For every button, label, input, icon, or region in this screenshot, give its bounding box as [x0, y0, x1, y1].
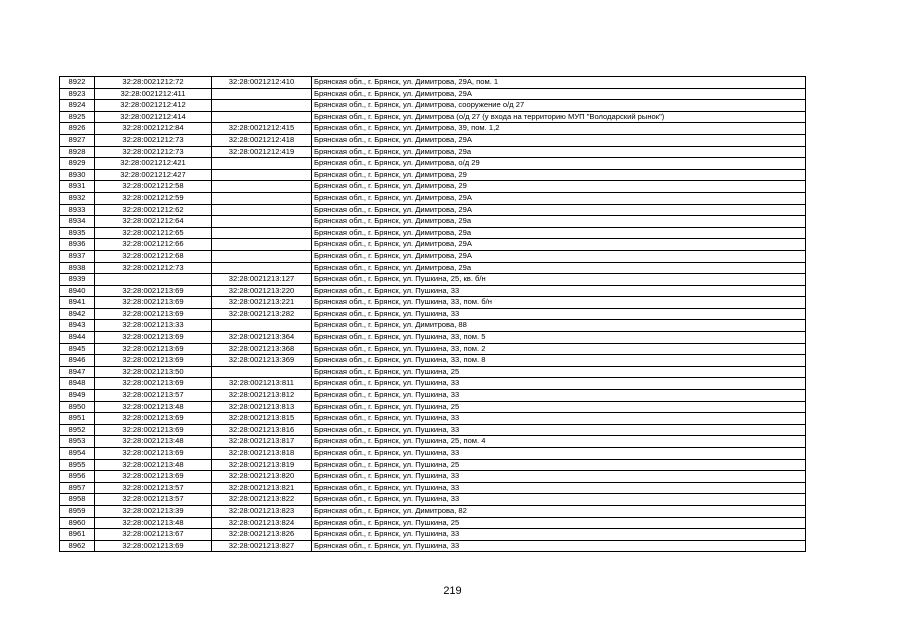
address-cell: Брянская обл., г. Брянск, ул. Димитрова, 29а: [312, 262, 806, 274]
object-cadastral-number-cell: 32:28:0021213:815: [212, 413, 312, 425]
cadastral-number-cell: 32:28:0021212:421: [95, 158, 212, 170]
row-number-cell: 8941: [60, 297, 95, 309]
address-cell: Брянская обл., г. Брянск, ул. Пушкина, 25: [312, 401, 806, 413]
cadastral-number-cell: 32:28:0021213:69: [95, 343, 212, 355]
cadastral-number-cell: 32:28:0021212:58: [95, 181, 212, 193]
row-number-cell: 8940: [60, 285, 95, 297]
table-row: [60, 390, 806, 402]
address-cell: Брянская обл., г. Брянск, ул. Пушкина, 33: [312, 448, 806, 460]
table-row: [60, 146, 806, 158]
cadastral-number-cell: 32:28:0021213:69: [95, 355, 212, 367]
object-cadastral-number-cell: [212, 216, 312, 228]
property-registry-table: [59, 76, 806, 552]
table-row: [60, 482, 806, 494]
row-number-cell: 8928: [60, 146, 95, 158]
address-cell: Брянская обл., г. Брянск, ул. Димитрова, 29: [312, 181, 806, 193]
address-cell: Брянская обл., г. Брянск, ул. Пушкина, 33: [312, 529, 806, 541]
table-row: [60, 529, 806, 541]
object-cadastral-number-cell: 32:28:0021213:813: [212, 401, 312, 413]
cadastral-number-cell: 32:28:0021213:69: [95, 448, 212, 460]
table-row: [60, 169, 806, 181]
address-cell: Брянская обл., г. Брянск, ул. Димитрова, сооружение о/д 27: [312, 100, 806, 112]
table-row: [60, 332, 806, 344]
row-number-cell: 8960: [60, 517, 95, 529]
address-cell: Брянская обл., г. Брянск, ул. Пушкина, 33, пом. 5: [312, 332, 806, 344]
table-row: [60, 227, 806, 239]
table-row: [60, 343, 806, 355]
cadastral-number-cell: 32:28:0021213:48: [95, 436, 212, 448]
table-row: [60, 123, 806, 135]
row-number-cell: 8938: [60, 262, 95, 274]
object-cadastral-number-cell: 32:28:0021213:818: [212, 448, 312, 460]
table-row: [60, 355, 806, 367]
row-number-cell: 8947: [60, 366, 95, 378]
address-cell: Брянская обл., г. Брянск, ул. Димитрова, 29А: [312, 134, 806, 146]
address-cell: Брянская обл., г. Брянск, ул. Димитрова, 29а: [312, 146, 806, 158]
address-cell: Брянская обл., г. Брянск, ул. Пушкина, 33: [312, 390, 806, 402]
address-cell: Брянская обл., г. Брянск, ул. Димитрова, 29А: [312, 239, 806, 251]
object-cadastral-number-cell: [212, 366, 312, 378]
object-cadastral-number-cell: 32:28:0021213:811: [212, 378, 312, 390]
row-number-cell: 8954: [60, 448, 95, 460]
object-cadastral-number-cell: 32:28:0021212:415: [212, 123, 312, 135]
address-cell: Брянская обл., г. Брянск, ул. Пушкина, 33: [312, 494, 806, 506]
cadastral-number-cell: 32:28:0021213:69: [95, 413, 212, 425]
row-number-cell: 8922: [60, 77, 95, 89]
table-row: [60, 448, 806, 460]
address-cell: Брянская обл., г. Брянск, ул. Димитрова, 39, пом. 1,2: [312, 123, 806, 135]
row-number-cell: 8927: [60, 134, 95, 146]
row-number-cell: 8934: [60, 216, 95, 228]
address-cell: Брянская обл., г. Брянск, ул. Димитрова, 29а: [312, 227, 806, 239]
object-cadastral-number-cell: [212, 250, 312, 262]
address-cell: Брянская обл., г. Брянск, ул. Пушкина, 25, пом. 4: [312, 436, 806, 448]
table-row: [60, 320, 806, 332]
table-row: [60, 285, 806, 297]
object-cadastral-number-cell: [212, 320, 312, 332]
object-cadastral-number-cell: 32:28:0021213:368: [212, 343, 312, 355]
object-cadastral-number-cell: [212, 227, 312, 239]
row-number-cell: 8923: [60, 88, 95, 100]
address-cell: Брянская обл., г. Брянск, ул. Пушкина, 33: [312, 308, 806, 320]
object-cadastral-number-cell: 32:28:0021213:282: [212, 308, 312, 320]
object-cadastral-number-cell: 32:28:0021213:816: [212, 424, 312, 436]
object-cadastral-number-cell: 32:28:0021213:820: [212, 471, 312, 483]
row-number-cell: 8924: [60, 100, 95, 112]
address-cell: Брянская обл., г. Брянск, ул. Пушкина, 25: [312, 366, 806, 378]
object-cadastral-number-cell: 32:28:0021213:817: [212, 436, 312, 448]
row-number-cell: 8962: [60, 540, 95, 552]
address-cell: Брянская обл., г. Брянск, ул. Димитрова (о/д 27 (у входа на территорию МУП "Володарский рынок"): [312, 111, 806, 123]
cadastral-number-cell: 32:28:0021213:39: [95, 505, 212, 517]
object-cadastral-number-cell: 32:28:0021213:823: [212, 505, 312, 517]
object-cadastral-number-cell: [212, 100, 312, 112]
table-row: [60, 505, 806, 517]
object-cadastral-number-cell: [212, 262, 312, 274]
object-cadastral-number-cell: 32:28:0021213:821: [212, 482, 312, 494]
table-body: [60, 77, 806, 552]
cadastral-number-cell: 32:28:0021212:72: [95, 77, 212, 89]
cadastral-number-cell: 32:28:0021212:65: [95, 227, 212, 239]
address-cell: Брянская обл., г. Брянск, ул. Димитрова, 29А: [312, 250, 806, 262]
object-cadastral-number-cell: 32:28:0021213:822: [212, 494, 312, 506]
address-cell: Брянская обл., г. Брянск, ул. Пушкина, 33: [312, 378, 806, 390]
row-number-cell: 8937: [60, 250, 95, 262]
table-row: [60, 459, 806, 471]
address-cell: Брянская обл., г. Брянск, ул. Пушкина, 33: [312, 471, 806, 483]
row-number-cell: 8951: [60, 413, 95, 425]
cadastral-number-cell: 32:28:0021213:48: [95, 459, 212, 471]
object-cadastral-number-cell: 32:28:0021213:824: [212, 517, 312, 529]
object-cadastral-number-cell: [212, 169, 312, 181]
cadastral-number-cell: 32:28:0021213:57: [95, 482, 212, 494]
object-cadastral-number-cell: 32:28:0021213:826: [212, 529, 312, 541]
address-cell: Брянская обл., г. Брянск, ул. Димитрова, 29А: [312, 204, 806, 216]
address-cell: Брянская обл., г. Брянск, ул. Пушкина, 33, пом. б/н: [312, 297, 806, 309]
row-number-cell: 8943: [60, 320, 95, 332]
cadastral-number-cell: 32:28:0021212:412: [95, 100, 212, 112]
address-cell: Брянская обл., г. Брянск, ул. Пушкина, 25, кв. б/н: [312, 274, 806, 286]
cadastral-number-cell: 32:28:0021213:57: [95, 390, 212, 402]
table-row: [60, 413, 806, 425]
object-cadastral-number-cell: [212, 111, 312, 123]
cadastral-number-cell: 32:28:0021213:69: [95, 378, 212, 390]
address-cell: Брянская обл., г. Брянск, ул. Димитрова, 29А: [312, 88, 806, 100]
table-row: [60, 134, 806, 146]
object-cadastral-number-cell: 32:28:0021212:418: [212, 134, 312, 146]
table-row: [60, 239, 806, 251]
cadastral-number-cell: 32:28:0021212:414: [95, 111, 212, 123]
object-cadastral-number-cell: [212, 204, 312, 216]
cadastral-number-cell: 32:28:0021212:411: [95, 88, 212, 100]
table-row: [60, 262, 806, 274]
row-number-cell: 8953: [60, 436, 95, 448]
address-cell: Брянская обл., г. Брянск, ул. Пушкина, 33, пом. 2: [312, 343, 806, 355]
object-cadastral-number-cell: 32:28:0021212:419: [212, 146, 312, 158]
address-cell: Брянская обл., г. Брянск, ул. Пушкина, 25: [312, 459, 806, 471]
row-number-cell: 8958: [60, 494, 95, 506]
table-row: [60, 517, 806, 529]
cadastral-number-cell: 32:28:0021212:68: [95, 250, 212, 262]
row-number-cell: 8944: [60, 332, 95, 344]
cadastral-number-cell: 32:28:0021212:84: [95, 123, 212, 135]
table-row: [60, 88, 806, 100]
row-number-cell: 8932: [60, 192, 95, 204]
address-cell: Брянская обл., г. Брянск, ул. Пушкина, 33, пом. 8: [312, 355, 806, 367]
row-number-cell: 8935: [60, 227, 95, 239]
row-number-cell: 8950: [60, 401, 95, 413]
address-cell: Брянская обл., г. Брянск, ул. Димитрова, 88: [312, 320, 806, 332]
row-number-cell: 8933: [60, 204, 95, 216]
object-cadastral-number-cell: [212, 88, 312, 100]
row-number-cell: 8942: [60, 308, 95, 320]
row-number-cell: 8945: [60, 343, 95, 355]
address-cell: Брянская обл., г. Брянск, ул. Димитрова, 29А, пом. 1: [312, 77, 806, 89]
address-cell: Брянская обл., г. Брянск, ул. Пушкина, 33: [312, 540, 806, 552]
cadastral-number-cell: 32:28:0021213:69: [95, 540, 212, 552]
object-cadastral-number-cell: 32:28:0021213:812: [212, 390, 312, 402]
row-number-cell: 8930: [60, 169, 95, 181]
row-number-cell: 8949: [60, 390, 95, 402]
address-cell: Брянская обл., г. Брянск, ул. Пушкина, 33: [312, 413, 806, 425]
table-row: [60, 540, 806, 552]
address-cell: Брянская обл., г. Брянск, ул. Димитрова, 82: [312, 505, 806, 517]
page-number: 219: [443, 585, 462, 597]
cadastral-number-cell: 32:28:0021213:57: [95, 494, 212, 506]
object-cadastral-number-cell: 32:28:0021213:220: [212, 285, 312, 297]
address-cell: Брянская обл., г. Брянск, ул. Пушкина, 33: [312, 285, 806, 297]
object-cadastral-number-cell: 32:28:0021213:221: [212, 297, 312, 309]
table-row: [60, 274, 806, 286]
table-row: [60, 424, 806, 436]
table-row: [60, 436, 806, 448]
address-cell: Брянская обл., г. Брянск, ул. Пушкина, 33: [312, 482, 806, 494]
object-cadastral-number-cell: 32:28:0021213:827: [212, 540, 312, 552]
address-cell: Брянская обл., г. Брянск, ул. Димитрова, 29А: [312, 192, 806, 204]
address-cell: Брянская обл., г. Брянск, ул. Димитрова, 29а: [312, 216, 806, 228]
table-row: [60, 216, 806, 228]
object-cadastral-number-cell: 32:28:0021213:127: [212, 274, 312, 286]
cadastral-number-cell: 32:28:0021212:427: [95, 169, 212, 181]
row-number-cell: 8948: [60, 378, 95, 390]
address-cell: Брянская обл., г. Брянск, ул. Пушкина, 33: [312, 424, 806, 436]
table-row: [60, 378, 806, 390]
row-number-cell: 8931: [60, 181, 95, 193]
cadastral-number-cell: 32:28:0021213:69: [95, 308, 212, 320]
object-cadastral-number-cell: [212, 181, 312, 193]
row-number-cell: 8936: [60, 239, 95, 251]
table-row: [60, 401, 806, 413]
table-row: [60, 181, 806, 193]
address-cell: Брянская обл., г. Брянск, ул. Пушкина, 25: [312, 517, 806, 529]
object-cadastral-number-cell: [212, 192, 312, 204]
table-row: [60, 192, 806, 204]
cadastral-number-cell: 32:28:0021212:73: [95, 134, 212, 146]
row-number-cell: 8957: [60, 482, 95, 494]
row-number-cell: 8925: [60, 111, 95, 123]
row-number-cell: 8961: [60, 529, 95, 541]
object-cadastral-number-cell: 32:28:0021213:364: [212, 332, 312, 344]
table-row: [60, 250, 806, 262]
cadastral-number-cell: 32:28:0021213:48: [95, 517, 212, 529]
table-row: [60, 100, 806, 112]
row-number-cell: 8959: [60, 505, 95, 517]
object-cadastral-number-cell: 32:28:0021213:819: [212, 459, 312, 471]
cadastral-number-cell: 32:28:0021212:59: [95, 192, 212, 204]
table-row: [60, 77, 806, 89]
table-row: [60, 297, 806, 309]
cadastral-number-cell: [95, 274, 212, 286]
address-cell: Брянская обл., г. Брянск, ул. Димитрова, о/д 29: [312, 158, 806, 170]
cadastral-number-cell: 32:28:0021212:66: [95, 239, 212, 251]
cadastral-number-cell: 32:28:0021213:50: [95, 366, 212, 378]
row-number-cell: 8952: [60, 424, 95, 436]
cadastral-number-cell: 32:28:0021213:69: [95, 471, 212, 483]
row-number-cell: 8926: [60, 123, 95, 135]
cadastral-number-cell: 32:28:0021213:48: [95, 401, 212, 413]
table-row: [60, 366, 806, 378]
cadastral-number-cell: 32:28:0021213:69: [95, 297, 212, 309]
cadastral-number-cell: 32:28:0021213:69: [95, 285, 212, 297]
cadastral-number-cell: 32:28:0021212:73: [95, 262, 212, 274]
table-row: [60, 204, 806, 216]
row-number-cell: 8929: [60, 158, 95, 170]
cadastral-number-cell: 32:28:0021213:69: [95, 332, 212, 344]
object-cadastral-number-cell: 32:28:0021213:369: [212, 355, 312, 367]
row-number-cell: 8946: [60, 355, 95, 367]
object-cadastral-number-cell: [212, 158, 312, 170]
cadastral-number-cell: 32:28:0021213:69: [95, 424, 212, 436]
table-row: [60, 308, 806, 320]
row-number-cell: 8939: [60, 274, 95, 286]
row-number-cell: 8956: [60, 471, 95, 483]
cadastral-number-cell: 32:28:0021212:73: [95, 146, 212, 158]
cadastral-number-cell: 32:28:0021212:64: [95, 216, 212, 228]
table-row: [60, 111, 806, 123]
row-number-cell: 8955: [60, 459, 95, 471]
cadastral-number-cell: 32:28:0021213:67: [95, 529, 212, 541]
address-cell: Брянская обл., г. Брянск, ул. Димитрова, 29: [312, 169, 806, 181]
cadastral-number-cell: 32:28:0021213:33: [95, 320, 212, 332]
table-row: [60, 471, 806, 483]
cadastral-number-cell: 32:28:0021212:62: [95, 204, 212, 216]
object-cadastral-number-cell: 32:28:0021212:410: [212, 77, 312, 89]
table-row: [60, 158, 806, 170]
table-row: [60, 494, 806, 506]
object-cadastral-number-cell: [212, 239, 312, 251]
